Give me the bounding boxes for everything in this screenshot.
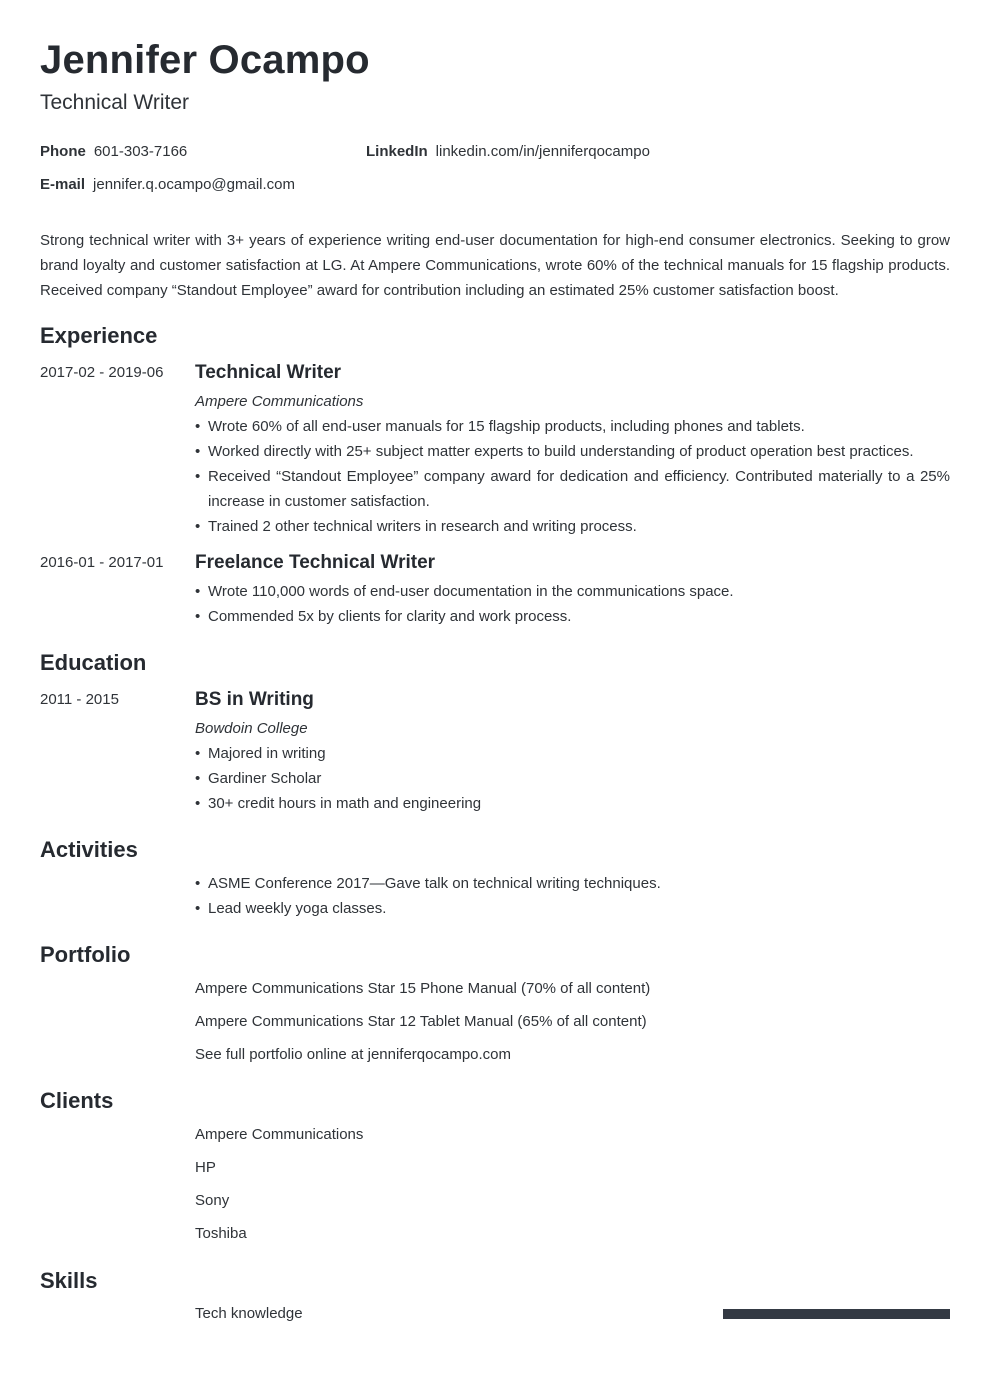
education-heading: Education [40,650,147,675]
education-bullets [195,741,950,816]
list-item: • Commended 5x by clients for clarity and work process. [195,604,950,629]
list-item: • Lead weekly yoga classes. [195,896,950,921]
skill-level-bar [723,1309,950,1319]
clients-heading: Clients [40,1088,114,1113]
activities-heading: Activities [40,837,138,862]
job-bullets [195,414,950,539]
candidate-title: Technical Writer [40,91,189,114]
job-title: Technical Writer [195,362,342,383]
contact-linkedin [366,143,650,160]
portfolio-item: Ampere Communications Star 15 Phone Manual (70% of all content) [195,980,651,997]
list-item: • ASME Conference 2017—Gave talk on technical writing techniques. [195,871,950,896]
activities-bullets [195,871,950,921]
phone-value: 601-303-7166 [93,143,188,160]
email-value: jennifer.q.ocampo@gmail.com [93,176,296,193]
portfolio-item: See full portfolio online at jenniferqocampo.com [195,1046,512,1063]
job-company: Ampere Communications [195,393,364,410]
list-item: • Wrote 60% of all end-user manuals for 15 flagship products, including phones and tablets. [195,414,950,439]
list-item: • Trained 2 other technical writers in research and writing process. [195,514,950,539]
school-name: Bowdoin College [195,720,308,737]
contact-email [40,176,295,193]
skill-name: Tech knowledge [195,1305,303,1322]
client-item: HP [195,1159,216,1176]
job-title: Freelance Technical Writer [195,552,436,573]
phone-label: Phone [40,143,86,160]
linkedin-label: LinkedIn [366,143,428,160]
list-item: • 30+ credit hours in math and engineering [195,791,950,816]
portfolio-heading: Portfolio [40,942,131,967]
profile-summary: Strong technical writer with 3+ years of experience writing end-user documentation for high-end consumer electronics. Seeking to grow brand loyalty and customer satisfaction at LG. At Ampere Communications, wrote 60% of the technical manuals for 15 flagship products. Received company “Standout Employee” award for contribution including an estimated 25% customer satisfaction boost. [40,232,950,299]
list-item: • Wrote 110,000 words of end-user documentation in the communications space. [195,579,950,604]
skills-heading: Skills [40,1268,98,1293]
job-bullets [195,579,950,629]
list-item: • Majored in writing [195,741,950,766]
contact-phone [40,143,187,160]
client-item: Toshiba [195,1225,247,1242]
job-dates: 2017-02 - 2019-06 [40,364,164,381]
education-dates: 2011 - 2015 [40,691,119,708]
linkedin-value: linkedin.com/in/jenniferqocampo [435,143,650,160]
job-dates: 2016-01 - 2017-01 [40,554,164,571]
list-item: • Received “Standout Employee” company award for dedication and efficiency. Contributed materially to a 25% increase in customer satisfaction. [195,464,950,514]
portfolio-item: Ampere Communications Star 12 Tablet Manual (65% of all content) [195,1013,647,1030]
client-item: Ampere Communications [195,1126,364,1143]
degree-title: BS in Writing [195,689,314,710]
client-item: Sony [195,1192,230,1209]
list-item: • Worked directly with 25+ subject matter experts to build understanding of product operation best practices. [195,439,950,464]
candidate-name: Jennifer Ocampo [40,38,370,82]
experience-heading: Experience [40,323,158,348]
email-label: E-mail [40,176,86,193]
skill-level-fill [723,1309,950,1319]
list-item: • Gardiner Scholar [195,766,950,791]
